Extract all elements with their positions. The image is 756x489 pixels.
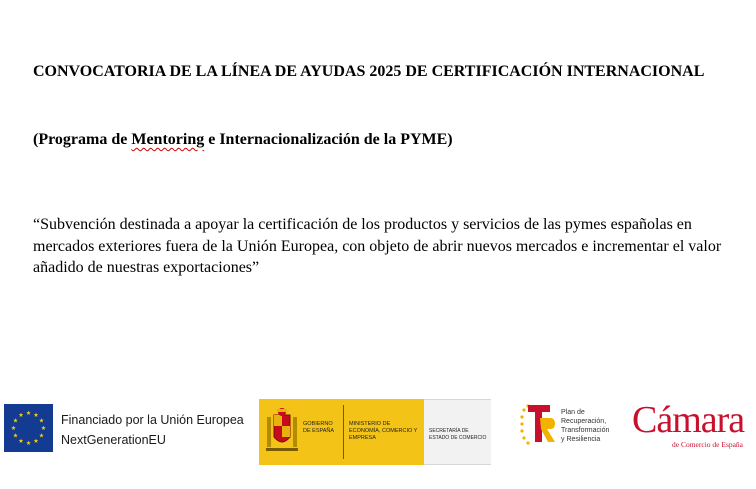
eu-star-icon xyxy=(39,418,44,422)
prtr-text xyxy=(561,408,611,444)
eu-line-2: NextGenerationEU xyxy=(61,433,166,447)
eu-funding-logo xyxy=(4,404,244,454)
gov-divider xyxy=(343,405,344,459)
gobierno-espana-logo xyxy=(259,399,491,465)
document-quote: “Subvención destinada a apoyar la certificación de los productos y servicios de las pymes españolas en mercados exteriores fuera de la Unión Europea, con objeto de abrir nuevos mercados e incrementar el valor añadido de nuestras exportaciones” xyxy=(33,216,722,276)
subtitle-suffix: e Internacionalización de la PYME) xyxy=(204,131,453,148)
eu-star-icon xyxy=(13,418,18,422)
prtr-line-3: Transformación xyxy=(561,427,610,434)
camara-subtitle: de Comercio de España xyxy=(672,440,744,449)
eu-funding-text xyxy=(61,410,244,450)
prtr-mark-icon xyxy=(520,402,556,448)
eu-line-1: Financiado por la Unión Europea xyxy=(61,413,244,427)
gov-white-block xyxy=(424,399,491,465)
eu-star-icon xyxy=(19,413,24,417)
eu-star-icon xyxy=(39,433,44,437)
prtr-line-1: Plan de xyxy=(561,409,585,416)
eu-star-icon xyxy=(26,411,31,415)
eu-star-icon xyxy=(26,441,31,445)
coat-of-arms-icon xyxy=(265,407,299,457)
prtr-line-2: Recuperación, xyxy=(561,418,607,425)
camara-comercio-logo xyxy=(632,398,750,456)
eu-star-icon xyxy=(11,426,16,430)
prtr-logo xyxy=(520,402,610,450)
eu-star-icon xyxy=(13,433,18,437)
gov-yellow-block xyxy=(259,399,424,465)
gov-block-2: MINISTERIO DE ECONOMÍA, COMERCIO Y EMPRESA xyxy=(349,421,418,441)
gov-block-1: GOBIERNO DE ESPAÑA xyxy=(303,421,335,434)
spellcheck-flagged-word[interactable]: Mentoring xyxy=(131,131,205,148)
eu-star-icon xyxy=(19,439,24,443)
eu-star-icon xyxy=(41,426,46,430)
gov-block-3: SECRETARÍA DE ESTADO DE COMERCIO xyxy=(429,428,487,441)
eu-star-icon xyxy=(34,439,39,443)
prtr-line-4: y Resiliencia xyxy=(561,436,601,443)
camara-wordmark: Cámara xyxy=(632,399,745,441)
document-title: CONVOCATORIA DE LA LÍNEA DE AYUDAS 2025 DE CERTIFICACIÓN INTERNACIONAL xyxy=(33,63,705,80)
eu-stars xyxy=(4,404,53,452)
subtitle-prefix: (Programa de xyxy=(33,131,132,148)
eu-star-icon xyxy=(34,413,39,417)
eu-flag-icon xyxy=(4,404,53,452)
document-subtitle xyxy=(33,129,733,150)
